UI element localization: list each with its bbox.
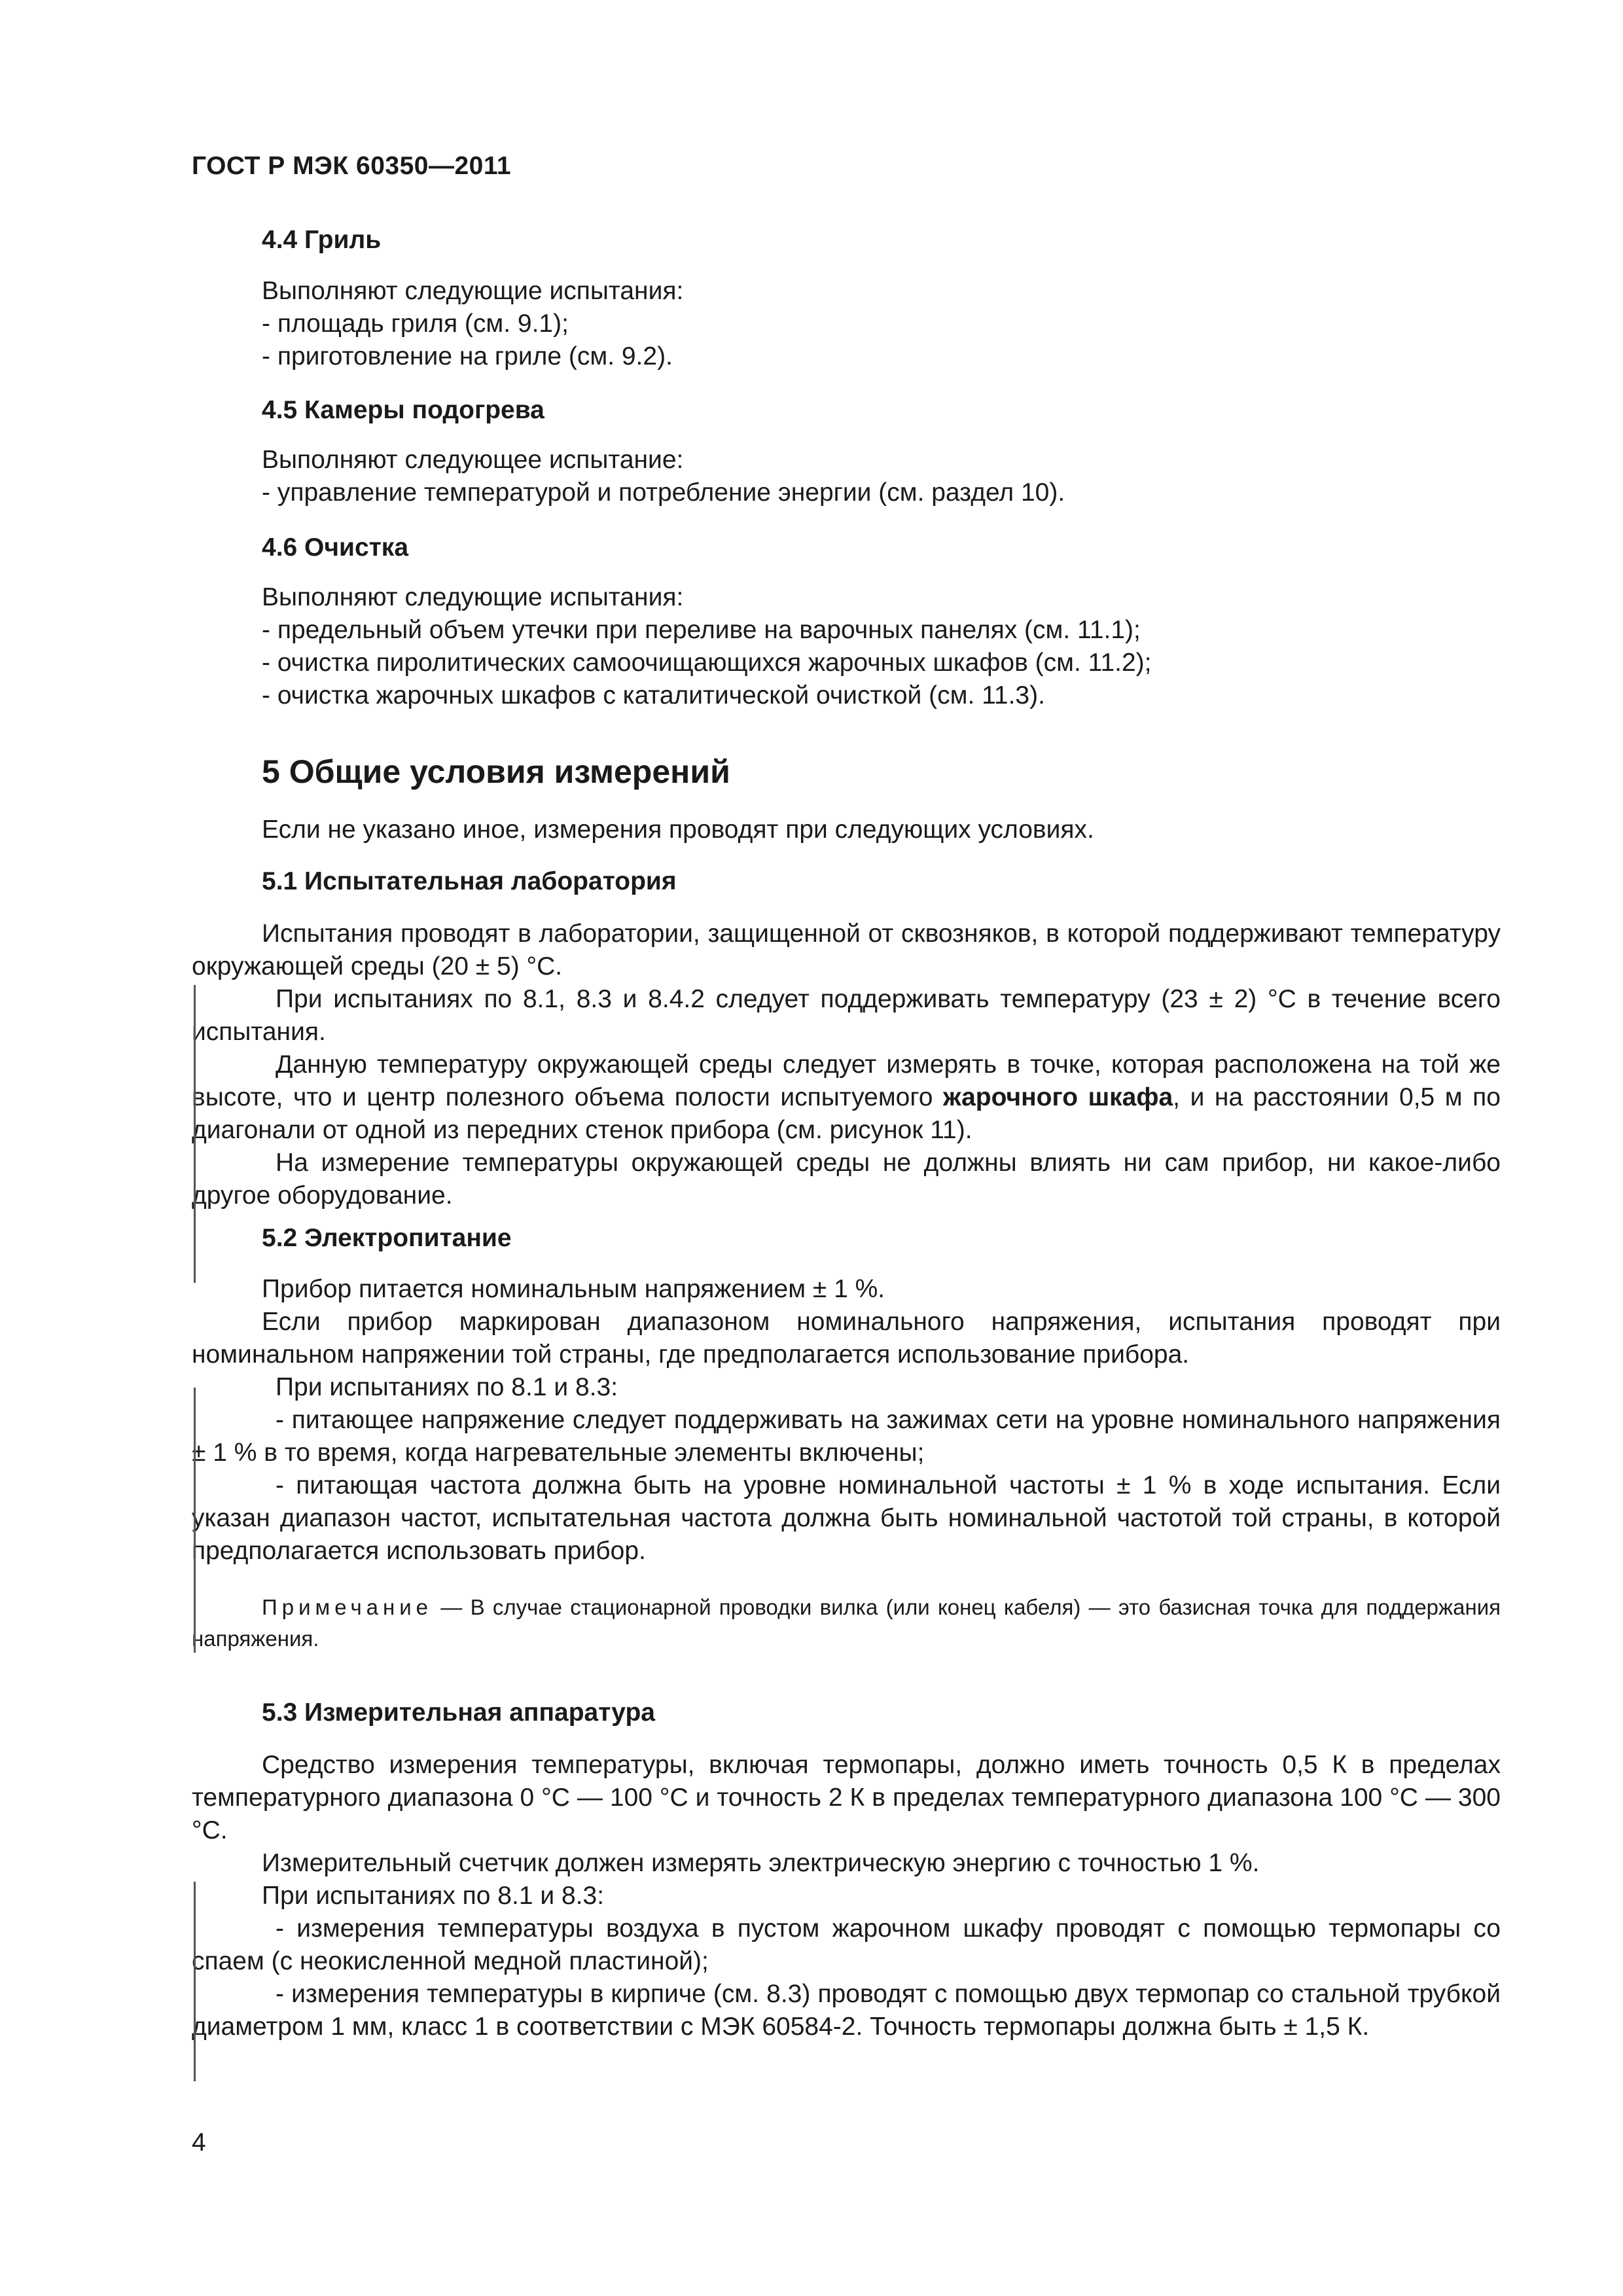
section-5-3-p5: - измерения температуры в кирпиче (см. 8.3) проводят с помощью двух термопар со стальной трубкой диаметром 1 мм, класс 1 в соответствии с МЭК 60584-2. Точность термопары должна быть ± 1,5 К. [192,1980,1501,2041]
section-4-5-body [262,444,1499,509]
section-5-intro [262,814,1499,846]
section-4-6-title: 4.6 Очистка [262,533,409,562]
section-5-1-body [192,918,1501,1212]
list-item: - очистка пиролитических самоочищающихся жарочных шкафов (см. 11.2); [262,649,1152,677]
list-item: - приготовление на гриле (см. 9.2). [262,342,673,370]
section-5-2-p5: - питающая частота должна быть на уровне номинальной частоты ± 1 % в ходе испытания. Если указан диапазон частот, испытательная частота должна быть номинальной частотой той страны, в которой предполагается использовать прибор. [192,1471,1501,1565]
section-5-1-p3-bold: жарочного шкафа [942,1083,1173,1111]
section-5-3-title: 5.3 Измерительная аппаратура [262,1698,655,1727]
section-5-1-title: 5.1 Испытательная лаборатория [262,867,677,895]
section-5-2-title: 5.2 Электропитание [262,1224,512,1252]
change-bar [194,1388,196,1653]
section-5-3-p4: - измерения температуры воздуха в пустом жарочном шкафу проводят с помощью термопары со спаем (с неокисленной медной пластиной); [192,1914,1501,1975]
section-5-3-p2: Измерительный счетчик должен измерять электрическую энергию с точностью 1 %. [262,1849,1260,1877]
note-paragraph [192,1592,1501,1655]
section-5-3-p3: При испытаниях по 8.1 и 8.3: [262,1882,605,1910]
section-5-2-p4: - питающее напряжение следует поддерживать на зажимах сети на уровне номинального напряжения ± 1 % в то время, когда нагревательные элементы включены; [192,1406,1501,1467]
section-5-1-p4: На измерение температуры окружающей среды не должны влиять ни сам прибор, ни какое-либо другое оборудование. [192,1149,1501,1210]
list-item: - очистка жарочных шкафов с каталитической очисткой (см. 11.3). [262,681,1045,709]
section-4-4-body [262,275,1499,373]
section-5-2-p3: При испытаниях по 8.1 и 8.3: [276,1373,618,1401]
change-bar [194,985,196,1283]
section-5-2-note [192,1592,1501,1655]
section-5-2-body [192,1273,1501,1568]
list-item: - управление температурой и потребление энергии (см. раздел 10). [262,478,1065,507]
section-5-title: 5 Общие условия измерений [262,753,730,790]
document-code-header: ГОСТ Р МЭК 60350—2011 [192,152,512,180]
section-5-1-p3-text: Данную температуру окружающей среды следует измерять в точке, которая расположена на той же высоте, что и центр полезного объема полости испытуемого [192,1050,1501,1111]
list-item: - предельный объем утечки при переливе на варочных панелях (см. 11.1); [262,616,1141,644]
section-4-6-body [262,581,1499,712]
section-4-4-intro: Выполняют следующие испытания: [262,277,684,305]
section-5-3-body [192,1749,1501,2043]
section-5-1-p3-text-end: , и на расстоянии 0,5 м по диагонали от одной из передних стенок прибора (см. рисунок 11). [192,1083,1501,1144]
section-4-5-intro: Выполняют следующее испытание: [262,446,684,474]
section-4-4-title: 4.4 Гриль [262,226,382,254]
section-5-1-p1: Испытания проводят в лаборатории, защищенной от сквозняков, в которой поддерживают температуру окружающей среды (20 ± 5) °С. [192,920,1501,980]
section-5-1-p2: При испытаниях по 8.1, 8.3 и 8.4.2 следует поддерживать температуру (23 ± 2) °С в течение всего испытания. [192,985,1501,1046]
section-4-5-title: 4.5 Камеры подогрева [262,396,544,424]
section-5-intro-text: Если не указано иное, измерения проводят при следующих условиях. [262,816,1094,844]
page-number: 4 [192,2128,206,2157]
section-5-2-p2: Если прибор маркирован диапазоном номинального напряжения, испытания проводят при номинальном напряжении той страны, где предполагается использование прибора. [192,1308,1501,1369]
change-bar [194,1882,196,2081]
list-item: - площадь гриля (см. 9.1); [262,310,569,338]
note-text: — В случае стационарной проводки вилка (или конец кабеля) — это базисная точка для поддержания напряжения. [192,1595,1501,1651]
section-5-1-p3 [192,1049,1501,1147]
note-label: Примечание [262,1595,433,1619]
section-4-6-intro: Выполняют следующие испытания: [262,583,684,611]
section-5-3-p1: Средство измерения температуры, включая термопары, должно иметь точность 0,5 К в пределах температурного диапазона 0 °С — 100 °С и точность 2 К в пределах температурного диапазона 100 °С — 300 °С. [192,1751,1501,1844]
section-5-2-p1: Прибор питается номинальным напряжением ± 1 %. [262,1275,885,1303]
